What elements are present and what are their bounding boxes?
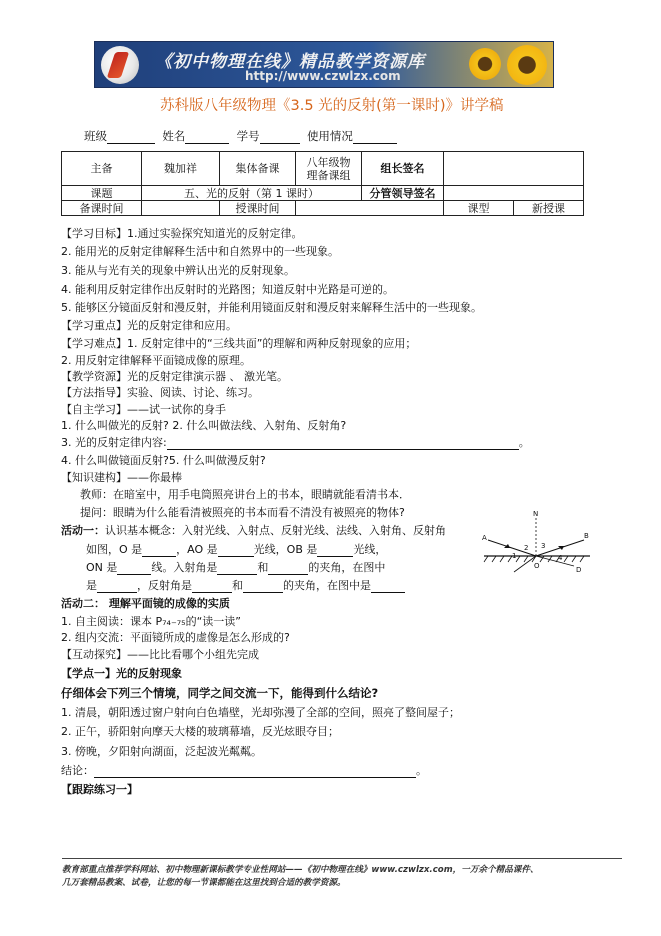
- fill-blank: [317, 545, 353, 557]
- text-span: 和: [257, 561, 269, 574]
- teaching-resources: 【教学资源】光的反射定律演示器 、 激光笔。: [61, 370, 288, 383]
- text-span: ，AO 是: [176, 543, 218, 556]
- fill-blank: [192, 581, 232, 593]
- activity-1-line2: [86, 543, 386, 557]
- text-span: 的夹角，在图中是: [283, 579, 371, 592]
- id-label: 学号: [236, 129, 260, 143]
- key-point: 【学习重点】光的反射定律和应用。: [61, 319, 237, 332]
- q3-end: 。: [518, 436, 530, 449]
- text-span: 和: [232, 579, 243, 592]
- site-logo-icon: [101, 46, 139, 84]
- scenario-1: 1. 清晨，朝阳透过窗户射向白色墙壁，光却弥漫了全部的空间，照亮了整间屋子；: [61, 706, 460, 719]
- activity-2-step1: 1. 自主阅读：课本 P₇₄₋₇₅的“读一读”: [61, 615, 241, 628]
- q3-blank: [167, 438, 519, 450]
- activity-1-label: 活动一：: [61, 524, 105, 537]
- diagram-label: 2: [524, 544, 529, 552]
- name-blank: [185, 132, 229, 144]
- difficulty-2: 2. 用反射定律解释平面镜成像的原理。: [61, 354, 251, 367]
- table-cell: 课题: [62, 186, 142, 201]
- learning-goal-5: 5. 能够区分镜面反射和漫反射，并能利用镜面反射和漫反射来解释生活中的一些现象。: [61, 301, 482, 314]
- diagram-label: D: [576, 566, 582, 574]
- diagram-label: B: [584, 532, 589, 540]
- difficulty-1: 【学习难点】1. 反射定律中的“三线共面”的理解和两种反射现象的应用；: [61, 337, 417, 350]
- banner-title: 《初中物理在线》精品教学资源库: [155, 52, 425, 72]
- table-cell: 魏加祥: [142, 152, 220, 186]
- table-cell: 授课时间: [220, 201, 296, 216]
- activity-1-line4: [86, 579, 405, 593]
- diagram-label: O: [534, 562, 540, 570]
- activity-1-line1: [61, 524, 481, 538]
- cell-line: 理备课组: [306, 168, 351, 182]
- question-line: 提问：眼睛为什么能看清被照亮的书本而看不清没有被照亮的物体?: [80, 506, 405, 519]
- footer-line-2: 几万套精品教案、试卷，让您的每一节课都能在这里找到合适的教学资源。: [62, 878, 346, 888]
- table-cell: [444, 152, 584, 186]
- conclusion-end: 。: [416, 764, 427, 777]
- scenario-2: 2. 正午，骄阳射向摩天大楼的玻璃幕墙，反光炫眼夺目；: [61, 725, 339, 738]
- document-title: 苏科版八年级物理《3.5 光的反射(第一课时)》讲学稿: [160, 98, 504, 114]
- sunflower-icon: [469, 48, 501, 80]
- text-span: 线。入射角是: [151, 561, 218, 574]
- name-label: 姓名: [162, 129, 186, 143]
- cell-line: 八年级物: [306, 155, 351, 169]
- table-cell: 课型: [444, 201, 514, 216]
- text-span: ON 是: [86, 561, 118, 574]
- text-span: ，反射角是: [137, 579, 192, 592]
- practice-heading: 【跟踪练习一】: [61, 783, 138, 796]
- diagram-label: 1: [512, 552, 517, 560]
- fill-blank: [117, 563, 151, 575]
- activity-2-step2: 2. 组内交流：平面镜所成的虚像是怎么形成的?: [61, 631, 290, 644]
- learning-goal-1: 【学习目标】1.通过实验探究知道光的反射定律。: [61, 227, 303, 240]
- fill-blank: [243, 581, 283, 593]
- activity-2-heading: 活动二： 理解平面镜的成像的实质: [61, 597, 230, 610]
- footer-divider: [62, 858, 622, 859]
- page-footer: [62, 864, 622, 890]
- text-span: 的夹角，在图中: [308, 561, 386, 574]
- method-guide: 【方法指导】实验、阅读、讨论、练习。: [61, 386, 259, 399]
- table-cell: 分管领导签名: [362, 186, 444, 201]
- table-cell: [142, 201, 220, 216]
- mirror-ray: [536, 556, 574, 566]
- table-cell: 五、光的反射（第 1 课时）: [142, 186, 362, 201]
- learning-goal-2: 2. 能用光的反射定律解释生活中和自然界中的一些现象。: [61, 245, 339, 258]
- usage-blank: [353, 132, 397, 144]
- interactive-heading: 【互动探究】——比比看哪个小组先完成: [61, 648, 259, 661]
- self-study-q4: 4. 什么叫做镜面反射?5. 什么叫做漫反射?: [61, 454, 266, 467]
- sunflower-icon: [507, 45, 547, 85]
- activity-1-text: 认识基本概念：入射光线、入射点、反射光线、法线、入射角、反射角: [105, 524, 446, 537]
- learning-goal-4: 4. 能利用反射定律作出反射时的光路图；知道反射中光路是可逆的。: [61, 283, 394, 296]
- fill-blank: [97, 581, 137, 593]
- diagram-label: 3: [541, 542, 546, 550]
- header-banner: [94, 41, 554, 88]
- mirror-ray: [514, 556, 536, 572]
- fill-blank: [142, 545, 176, 557]
- fill-blank: [218, 545, 254, 557]
- scenario-3: 3. 傍晚，夕阳射向湖面，泛起波光粼粼。: [61, 745, 262, 758]
- self-study-q3: [61, 436, 530, 450]
- table-cell: [296, 152, 362, 186]
- study-point-1: 【学点一】光的反射现象: [61, 667, 182, 680]
- teacher-line: 教师：在暗室中，用手电筒照亮讲台上的书本，眼睛就能看清书本．: [80, 488, 410, 501]
- class-blank: [107, 132, 155, 144]
- conclusion-blank: [94, 766, 416, 778]
- table-row: [62, 201, 584, 216]
- usage-label: 使用情况: [306, 129, 353, 143]
- table-cell: 备课时间: [62, 201, 142, 216]
- fill-blank: [371, 581, 405, 593]
- table-cell: 集体备课: [220, 152, 296, 186]
- fill-blank: [217, 563, 257, 575]
- footer-line-1: 教育部重点推荐学科网站、初中物理新课标教学专业性网站——《初中物理在线》www.czwlzx.com，一万余个精品课件、: [62, 865, 539, 875]
- diagram-label: 4: [558, 554, 563, 562]
- table-cell: 新授课: [514, 201, 584, 216]
- table-cell: 组长签名: [362, 152, 444, 186]
- banner-url: http://www.czwlzx.com: [245, 69, 401, 83]
- text-span: 光线，: [353, 543, 387, 556]
- conclusion-label: 结论：: [61, 764, 94, 777]
- knowledge-heading: 【知识建构】——你最棒: [61, 471, 182, 484]
- id-blank: [260, 132, 300, 144]
- table-row: [62, 152, 584, 186]
- conclusion-line: [61, 764, 427, 778]
- self-study-heading: 【自主学习】——试一试你的身手: [61, 403, 226, 416]
- student-info-line: [84, 128, 397, 144]
- table-cell: [444, 186, 584, 201]
- text-span: 如图，O 是: [86, 543, 143, 556]
- fill-blank: [268, 563, 308, 575]
- activity-1-line3: [86, 561, 385, 575]
- learning-goal-3: 3. 能从与光有关的现象中辨认出光的反射现象。: [61, 264, 295, 277]
- table-row: [62, 186, 584, 201]
- table-cell: [296, 201, 444, 216]
- diagram-label: A: [482, 534, 487, 542]
- reflection-diagram: [478, 508, 596, 576]
- q3-text: 3. 光的反射定律内容:: [61, 436, 167, 449]
- table-cell: 主备: [62, 152, 142, 186]
- text-span: 光线，OB 是: [253, 543, 318, 556]
- scenario-question: 仔细体会下列三个情境，同学之间交流一下，能得到什么结论?: [61, 686, 379, 700]
- text-span: 是: [86, 579, 97, 592]
- lesson-info-table: [61, 151, 584, 216]
- diagram-label: N: [533, 510, 539, 518]
- self-study-q1: 1. 什么叫做光的反射? 2. 什么叫做法线、入射角、反射角?: [61, 419, 347, 432]
- class-label: 班级: [84, 129, 107, 143]
